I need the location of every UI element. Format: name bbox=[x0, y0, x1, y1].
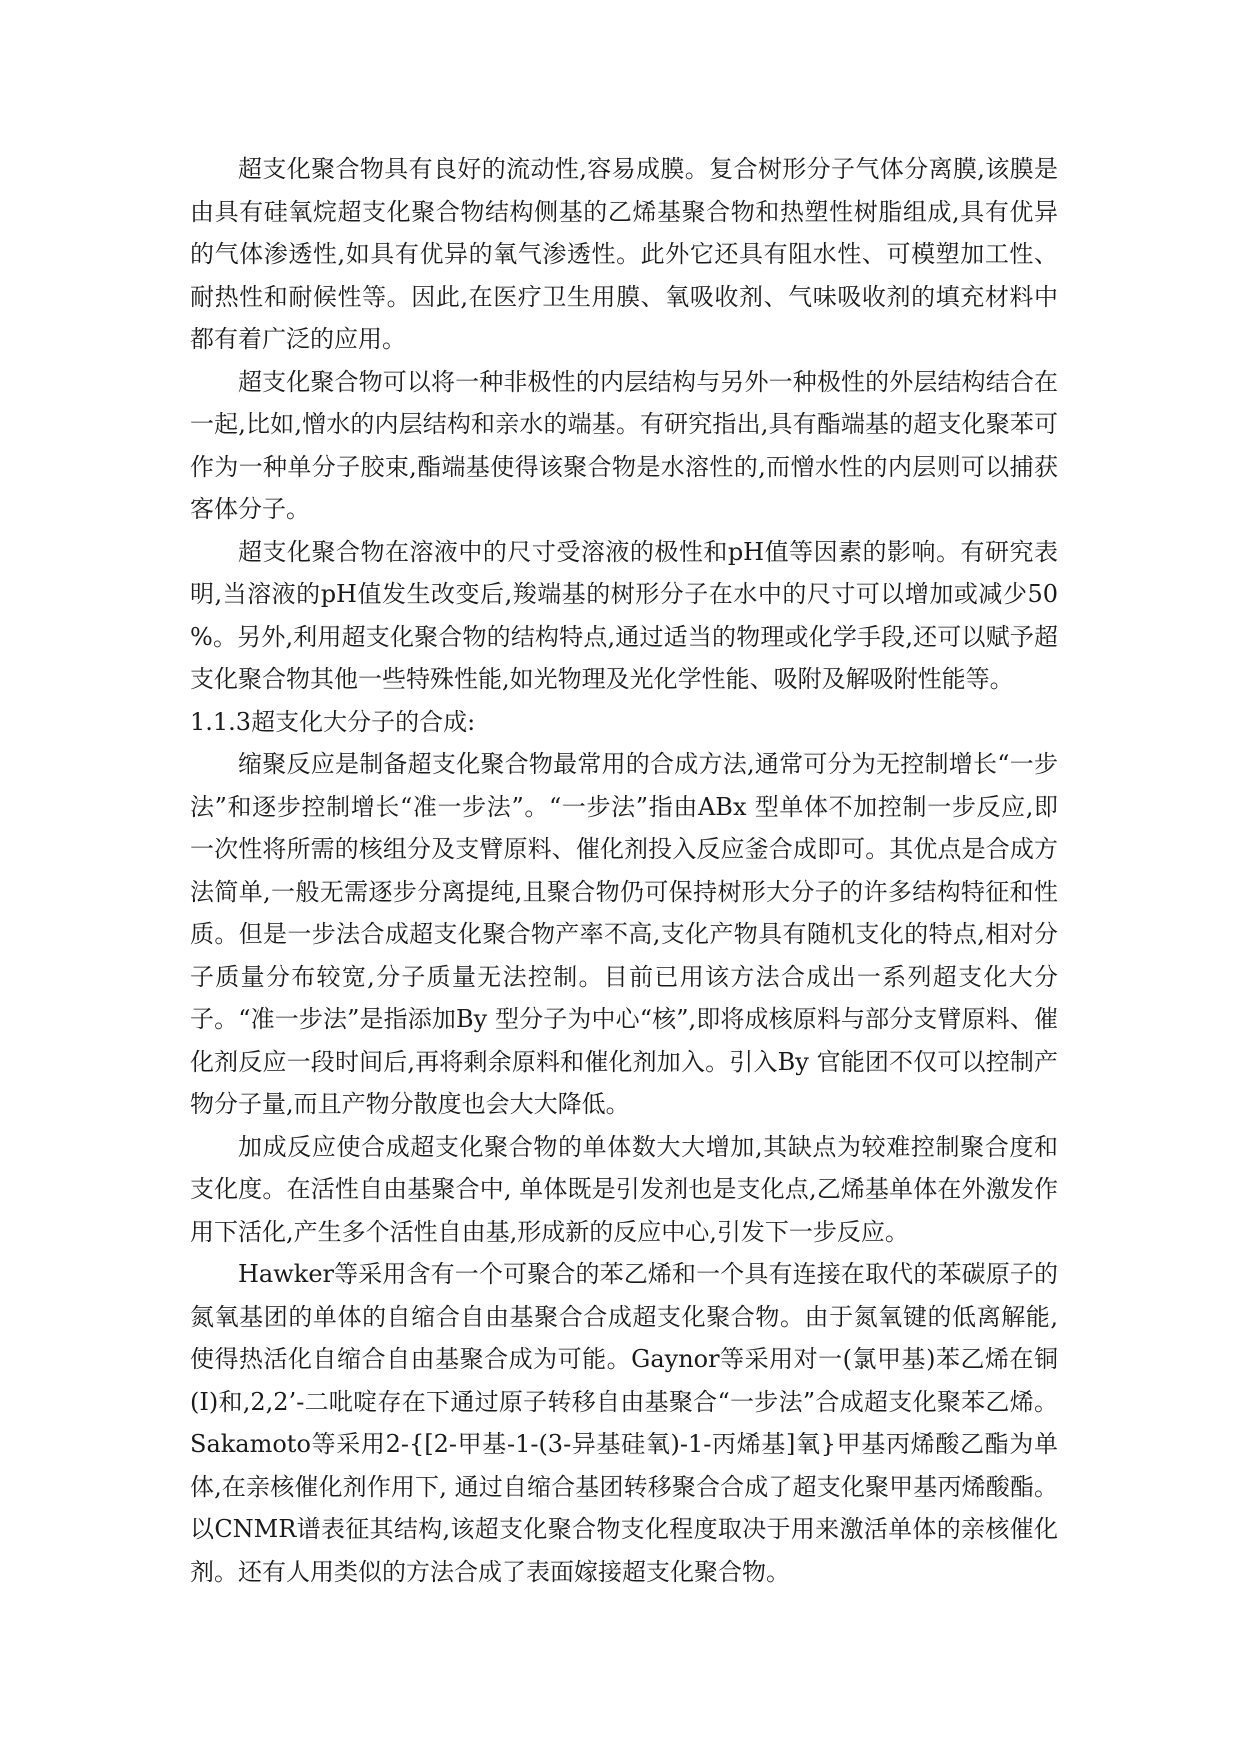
paragraph-solution-size: 超支化聚合物在溶液中的尺寸受溶液的极性和pH值等因素的影响。有研究表明,当溶液的pH值发生改变后,羧端基的树形分子在水中的尺寸可以增加或减少50 %。另外,利用超支化聚合物的结构特点,通过适当的物理或化学手段,还可以赋予超支化聚合物其他一些特殊性能,如光物理及光化学性能、吸附及解吸附性能等。 bbox=[190, 537, 1058, 693]
document-body bbox=[190, 148, 1058, 1593]
paragraph-radical-polymerization: Hawker等采用含有一个可聚合的苯乙烯和一个具有连接在取代的苯碳原子的氮氧基团的单体的自缩合自由基聚合合成超支化聚合物。由于氮氧键的低离解能,使得热活化自缩合自由基聚合成为可能。Gaynor等采用对一(氯甲基)苯乙烯在铜(I)和,2,2’-二吡啶存在下通过原子转移自由基聚合“一步法”合成超支化聚苯乙烯。Sakamoto等采用2-{[2-甲基-1-(3-异基硅氧)-1-丙烯基]氧}甲基丙烯酸乙酯为单体,在亲核催化剂作用下, 通过自缩合基团转移聚合合成了超支化聚甲基丙烯酸酯。以CNMR谱表征其结构,该超支化聚合物支化程度取决于用来激活单体的亲核催化剂。还有人用类似的方法合成了表面嫁接超支化聚合物。 bbox=[190, 1260, 1058, 1586]
paragraph-addition-reaction: 加成反应使合成超支化聚合物的单体数大大增加,其缺点为较难控制聚合度和支化度。在活性自由基聚合中, 单体既是引发剂也是支化点,乙烯基单体在外激发作用下活化,产生多个活性自由基,形成新的反应中心,引发下一步反应。 bbox=[190, 1132, 1058, 1246]
paragraph-polycondensation: 缩聚反应是制备超支化聚合物最常用的合成方法,通常可分为无控制增长“一步法”和逐步控制增长“准一步法”。“一步法”指由ABx 型单体不加控制一步反应,即一次性将所需的核组分及支臂原料、催化剂投入反应釜合成即可。其优点是合成方法简单,一般无需逐步分离提纯,且聚合物仍可保持树形大分子的许多结构特征和性质。但是一步法合成超支化聚合物产率不高,支化产物具有随机支化的特点,相对分子质量分布较宽,分子质量无法控制。目前已用该方法合成出一系列超支化大分子。“准一步法”是指添加By 型分子为中心“核”,即将成核原料与部分支臂原料、催化剂反应一段时间后,再将剩余原料和催化剂加入。引入By 官能团不仅可以控制产物分子量,而且产物分散度也会大大降低。 bbox=[190, 750, 1058, 1118]
paragraph-film-forming: 超支化聚合物具有良好的流动性,容易成膜。复合树形分子气体分离膜,该膜是由具有硅氧烷超支化聚合物结构侧基的乙烯基聚合物和热塑性树脂组成,具有优异的气体渗透性,如具有优异的氧气渗透性。此外它还具有阻水性、可模塑加工性、耐热性和耐候性等。因此,在医疗卫生用膜、氧吸收剂、气味吸收剂的填充材料中都有着广泛的应用。 bbox=[190, 155, 1058, 353]
paragraph-micelle: 超支化聚合物可以将一种非极性的内层结构与另外一种极性的外层结构结合在一起,比如,憎水的内层结构和亲水的端基。有研究指出,具有酯端基的超支化聚苯可作为一种单分子胶束,酯端基使得该聚合物是水溶性的,而憎水性的内层则可以捕获客体分子。 bbox=[190, 367, 1058, 523]
section-heading: 1.1.3超支化大分子的合成: bbox=[190, 707, 476, 736]
